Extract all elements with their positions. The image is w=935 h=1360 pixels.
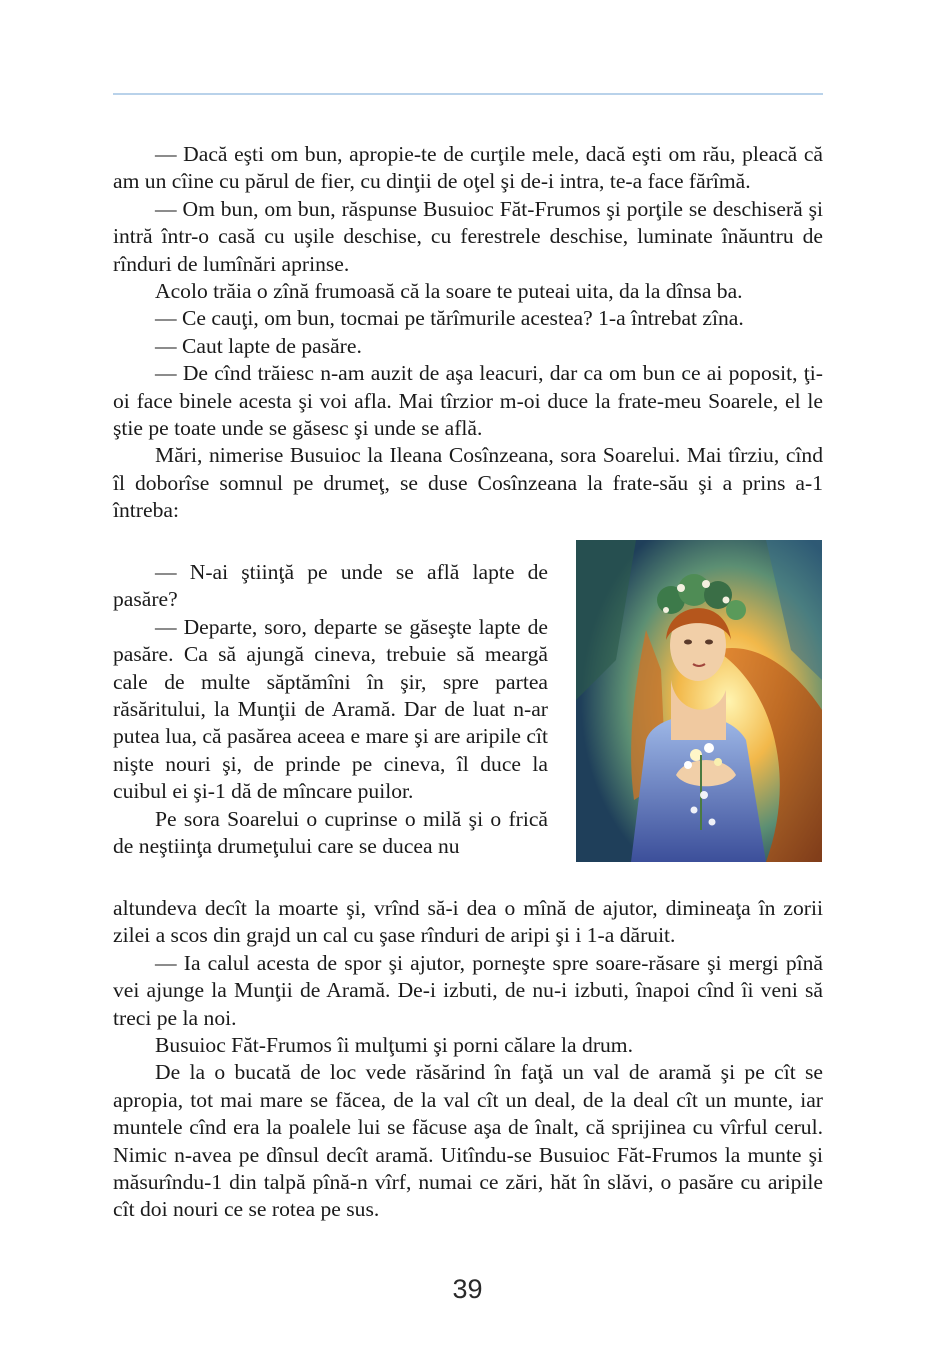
paragraph: — Ce cauţi, om bun, tocmai pe tărîmurile acestea? 1-a întrebat zîna. [155,306,744,331]
paragraph: Busuioc Făt-Frumos îi mulţumi şi porni călare la drum. [155,1033,634,1058]
paragraph: Mări, nimerise Busuioc la Ileana Cosînzeana, sora Soarelui. Mai tîrziu, cînd îl doborîse somnul pe drumeţ, se duse Cosînzeana la frate-său şi a prins a-1 întreba: [113,443,823,523]
text-block-top [113,141,823,525]
header-rule [113,93,823,95]
paragraph: — Caut lapte de pasăre. [155,333,362,358]
text-block-bottom [113,895,823,1224]
paragraph-continued: altundeva decît la moarte şi, vrînd să-i dea o mînă de ajutor, dimineaţa în zorii zilei a scos din grajd un cal cu şase rînduri de aripi şi i 1-a dăruit. [113,896,823,948]
paragraph: — Departe, soro, departe se găseşte lapte de pasăre. Ca să ajungă cineva, trebuie să meargă cale de multe săptămîni în şir, spre partea răsăritului, la Munţii de Aramă. Dar de luat n-ar putea lua, că pasărea aceea e mare şi are aripile cît nişte nouri şi, de prinde pe cineva, îl duce la cuibul ei şi-1 dă de mîncare puilor. [113,614,548,804]
text-block-wrap [113,559,548,860]
paragraph: — Dacă eşti om bun, apropie-te de curţile mele, dacă eşti om rău, pleacă că am un cîine cu părul de fier, cu dinţii de oţel şi de-i intra, te-a face fărîmă. [113,142,823,194]
paragraph: Acolo trăia o zînă frumoasă că la soare te puteai uita, da la dînsa ba. [155,279,743,304]
fairy-illustration [576,540,822,862]
paragraph: — Ia calul acesta de spor şi ajutor, porneşte spre soare-răsare şi mergi pînă vei ajunge la Munţii de Aramă. De-i izbuti, de nu-i izbuti, înapoi cînd îi veni să treci pe la noi. [113,950,823,1030]
paragraph: — Om bun, om bun, răspunse Busuioc Făt-Frumos şi porţile se deschiseră şi intră într-o casă cu uşile deschise, cu ferestrele deschise, luminate înăuntru de rînduri de lumînări aprinse. [113,196,823,276]
paragraph: — De cînd trăiesc n-am auzit de aşa leacuri, dar ca om bun ce ai poposit, ţi-oi face binele acesta şi voi afla. Mai tîrzior m-oi duce la frate-meu Soarele, el le ştie pe toate unde se găsesc şi unde se află. [113,361,823,441]
fairy-painting-image [576,540,822,862]
page-number: 39 [452,1274,483,1304]
paragraph: — N-ai ştiinţă pe unde se află lapte de pasăre? [113,560,548,612]
paragraph: De la o bucată de loc vede răsărind în faţă un val de aramă şi pe cît se apropia, tot mai mare se făcea, de la val cît un deal, de la deal cît un munte, iar muntele cînd era la poalele lui se făcuse aşa de înalt, că sprijinea cu vîrful cerul. Nimic n-avea pe dînsul decît aramă. Uitîndu-se Busuioc Făt-Frumos la munte şi măsurîndu-1 din talpă pînă-n vîrf, numai ce zări, hăt în slăvi, o pasăre cu aripile cît doi nouri ce se rotea pe sus. [113,1060,823,1222]
paragraph: Pe sora Soarelui o cuprinse o milă şi o frică de neştiinţa drumeţului care se ducea nu [113,806,548,859]
